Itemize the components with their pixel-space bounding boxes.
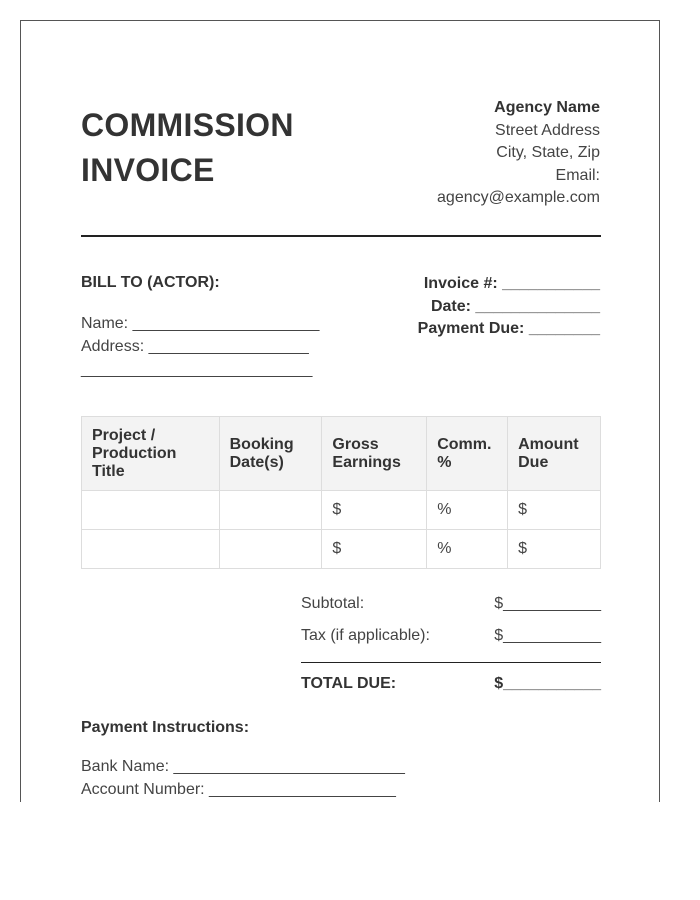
- account-number-field[interactable]: Account Number: _____________________: [81, 780, 396, 798]
- cell-booking-dates[interactable]: [219, 491, 322, 530]
- cell-booking-dates[interactable]: [219, 530, 322, 569]
- payment-instructions-heading: Payment Instructions:: [81, 719, 250, 736]
- invoice-number-field[interactable]: Invoice #: ___________: [423, 275, 600, 292]
- tax-value[interactable]: $___________: [494, 627, 601, 644]
- table-row: [82, 491, 601, 530]
- column-header-project: Project / Production Title: [82, 417, 220, 491]
- column-header-commission-percent: Comm. %: [427, 417, 508, 491]
- agency-block: [437, 97, 600, 210]
- title-line-2: INVOICE: [81, 152, 215, 188]
- agency-email: agency@example.com: [437, 189, 600, 206]
- cell-commission-percent[interactable]: %: [427, 530, 508, 569]
- total-due-row: [301, 675, 601, 697]
- column-header-gross-earnings: Gross Earnings: [322, 417, 427, 491]
- table-row: [82, 530, 601, 569]
- cell-project[interactable]: [82, 530, 220, 569]
- cell-gross-earnings[interactable]: $: [322, 491, 427, 530]
- payment-due-field[interactable]: Payment Due: ________: [417, 320, 600, 337]
- column-header-amount-due: Amount Due: [508, 417, 601, 491]
- subtotal-row: [301, 595, 601, 617]
- total-due-value[interactable]: $___________: [494, 675, 601, 692]
- invoice-meta: [418, 273, 600, 341]
- agency-email-label: Email:: [555, 166, 600, 184]
- bill-to-heading: BILL TO (ACTOR):: [81, 274, 220, 291]
- bill-to-address-field[interactable]: Address: __________________: [81, 338, 309, 355]
- cell-amount-due[interactable]: $: [508, 491, 601, 530]
- subtotal-label: Subtotal:: [301, 595, 365, 612]
- invoice-date-field[interactable]: Date: ______________: [430, 297, 600, 315]
- column-header-booking-dates: Booking Date(s): [219, 417, 322, 491]
- payment-instructions-fields: [81, 756, 405, 801]
- cell-commission-percent[interactable]: %: [427, 491, 508, 530]
- agency-name: Agency Name: [494, 99, 600, 116]
- title-line-1: COMMISSION: [81, 107, 294, 143]
- bill-to-name-field[interactable]: Name: _____________________: [81, 315, 320, 332]
- invoice-page: [20, 20, 660, 802]
- cell-project[interactable]: [82, 491, 220, 530]
- subtotal-value[interactable]: $___________: [494, 595, 601, 612]
- invoice-title: [81, 103, 294, 193]
- bill-to-fields: [81, 312, 319, 381]
- totals-divider: [301, 662, 601, 663]
- bank-name-field[interactable]: Bank Name: __________________________: [81, 758, 405, 775]
- header-divider: [81, 235, 601, 237]
- tax-row: [301, 627, 601, 649]
- line-items-table: [81, 416, 601, 569]
- cell-amount-due[interactable]: $: [508, 530, 601, 569]
- tax-label: Tax (if applicable):: [301, 627, 430, 644]
- total-due-label: TOTAL DUE:: [301, 675, 397, 692]
- bill-to-address-field-2[interactable]: __________________________: [81, 361, 313, 378]
- agency-street: Street Address: [495, 121, 600, 139]
- agency-city: City, State, Zip: [496, 144, 600, 161]
- cell-gross-earnings[interactable]: $: [322, 530, 427, 569]
- table-header-row: [82, 417, 601, 491]
